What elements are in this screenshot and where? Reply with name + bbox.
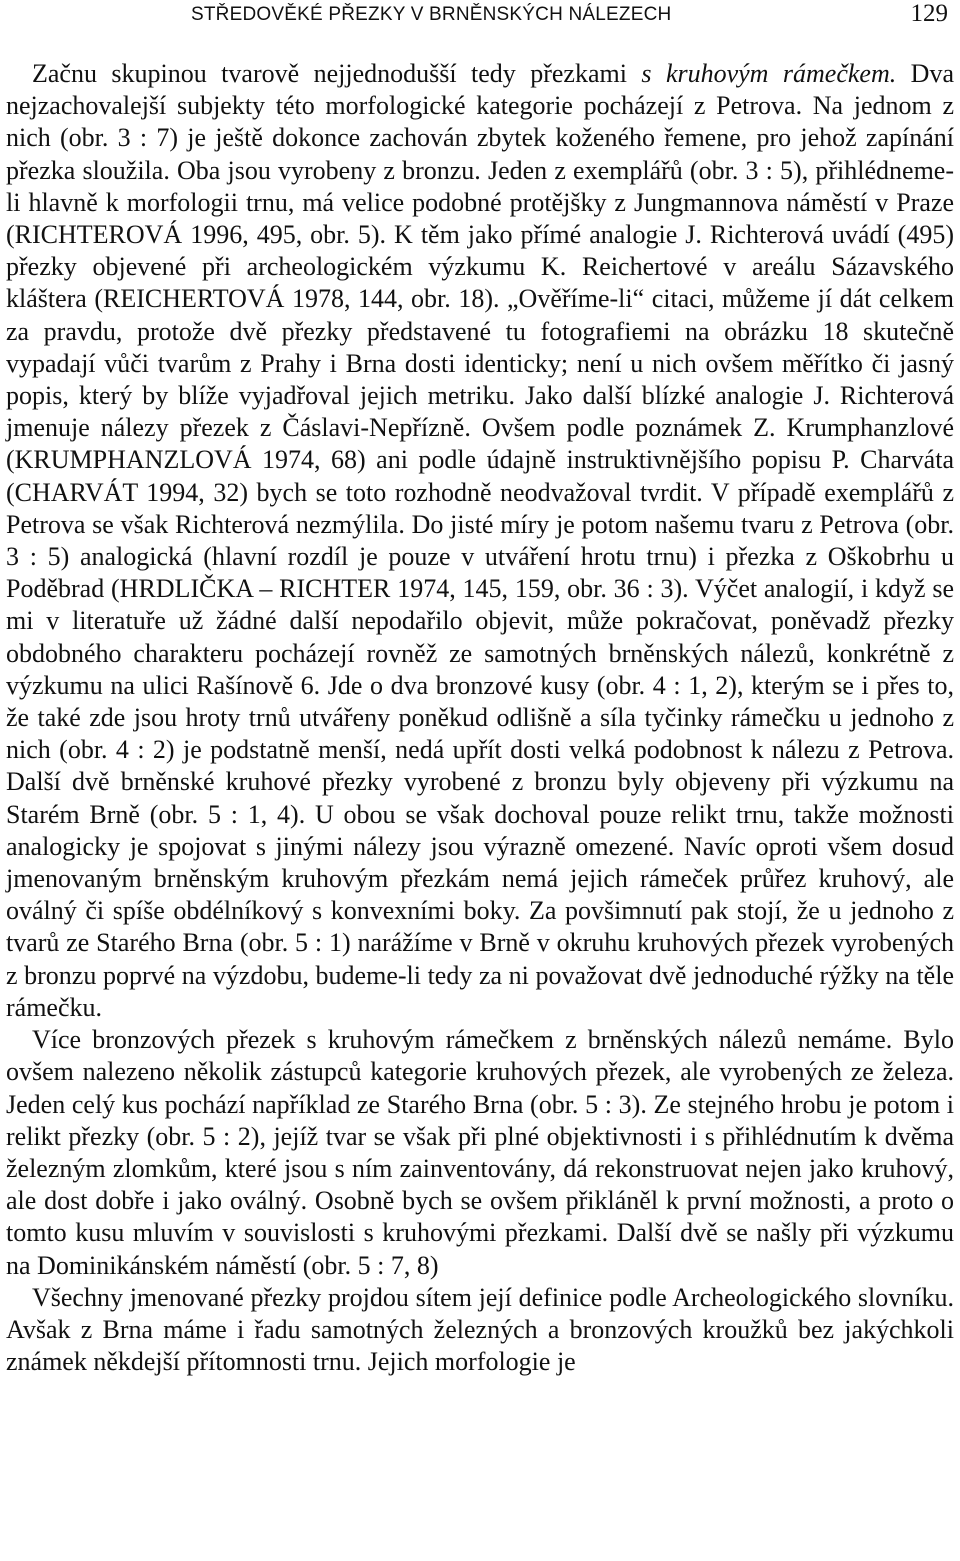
paragraph-1-body-text: Dva nejzachovalejší subjekty této morfologické kategorie pocházejí z Petrova. Na jednom z nich (obr. 3 : 7) je ještě dokonce zachován zbytek koženého řemene, pro jehož zapínání přezka sloužila. Oba jsou vyrobeny z bronzu. Jeden z exemplářů (obr. 3 : 5), přihlédneme-li hlavně k morfologii trnu, má velice podobné protějšky z Jungmannova náměstí v Praze (RICHTEROVÁ 1996, 495, obr. 5). K těm jako přímé analogie J. Richterová uvádí (495) přezky objevené při archeologickém výzkumu K. Reichertové v areálu Sázavského kláštera (REICHERTOVÁ 1978, 144, obr. 18). „Ověříme-li“ citaci, můžeme jí dát celkem za pravdu, protože dvě přezky představené tu fotografiemi na obrázku 18 skutečně vypadají vůči tvarům z Prahy i Brna dosti identicky; není u nich ovšem měřítko či jasný popis, který by blíže vyjadřoval jejich metriku. Jako další blízké analogie J. Richterová jmenuje nálezy přezek z Čáslavi-Nepřízně. Ovšem podle poznámek Z. Krumphanzlové (KRUMPHANZLOVÁ 1974, 68) ani podle údajně instruktivnějšího popisu P. Charváta (CHARVÁT 1994, 32) bych se toto rozhodně neodvažoval tvrdit. V případě exemplářů z Petrova se však Richterová nezmýlila. Do jisté míry je potom našemu tvaru z Petrova (obr. 3 : 5) analogická (hlavní rozdíl je pouze v utváření hrotu trnu) i přezka z Oškobrhu u Poděbrad (HRDLIČKA – RICHTER 1974, 145, 159, obr. 36 : 3). Výčet analogií, i když se mi v literatuře už žádné další nepodařilo objevit, může pokračovat, poněvadž přezky obdobného charakteru pocházejí rovněž ze samotných brněnských nálezů, konkrétně z výzkumu na ulici Rašínově 6. Jde o dva bronzové kusy (obr. 4 : 1, 2), kterým se i přes to, že také zde jsou hroty trnů utvářeny poněkud odlišně a síla tyčinky rámečku u jednoho z nich (obr. 4 : 2) je podstatně menší, nedá upřít dosti velká podobnost k nálezu z Petrova. Další dvě brněnské kruhové přezky vyrobené z bronzu byly objeveny při výzkumu na Starém Brně (obr. 5 : 1, 4). U obou se však dochoval pouze relikt trnu, takže možnosti analogicky je spojovat s jinými nálezy jsou výrazně omezené. Navíc oproti všem dosud jmenovaným brněnským kruhovým přezkám nemá jejich rámeček průřez kruhový, ale oválný či spíše obdélníkový s konvexními boky. Za povšimnutí pak stojí, že u jednoho z tvarů ze Starého Brna (obr. 5 : 1) narážíme v Brně v okruhu kruhových přezek vyrobených z bronzu poprvé na výzdobu, budeme-li tedy za ni považovat dvě jednoduché rýžky na těle rámečku. (6, 59, 954, 1022)
book-page (6, 0, 954, 1561)
running-head-title: STŘEDOVĚKÉ PŘEZKY V BRNĚNSKÝCH NÁLEZECH (191, 4, 672, 25)
paragraph-1-lead-text: Začnu skupinou tvarově nejjednodušší tedy přezkami (32, 59, 642, 88)
page-number: 129 (910, 0, 948, 27)
body-text (6, 58, 954, 1378)
running-header (6, 0, 954, 58)
paragraph-3: Všechny jmenované přezky projdou sítem její definice podle Archeologického slovníku. Avšak z Brna máme i řadu samotných železných a bronzových kroužků bez jakýchkoli známek někdejší přítomnosti trnu. Jejich morfologie je (6, 1282, 954, 1377)
paragraph-1 (6, 58, 954, 1024)
paragraph-2: Více bronzových přezek s kruhovým rámečkem z brněnských nálezů nemáme. Bylo ovšem nalezeno několik zástupců kategorie kruhových přezek, ale vyrobených ze železa. Jeden celý kus pochází například ze Starého Brna (obr. 5 : 3). Ze stejného hrobu je potom i relikt přezky (obr. 5 : 2), jejíž tvar se však při plné objektivnosti i s přihlédnutím k dvěma železným zlomkům, které jsou s ním zainventovány, dá rekonstruovat nejen jako kruhový, ale dost dobře i jako oválný. Osobně bych se ovšem přikláněl k první možnosti, a proto o tomto kusu mluvím v souvislosti s kruhovými přezkami. Další dvě se našly při výzkumu na Dominikánském náměstí (obr. 5 : 7, 8) (6, 1025, 954, 1280)
paragraph-1-italic-term: s kruhovým rámečkem. (641, 59, 897, 88)
